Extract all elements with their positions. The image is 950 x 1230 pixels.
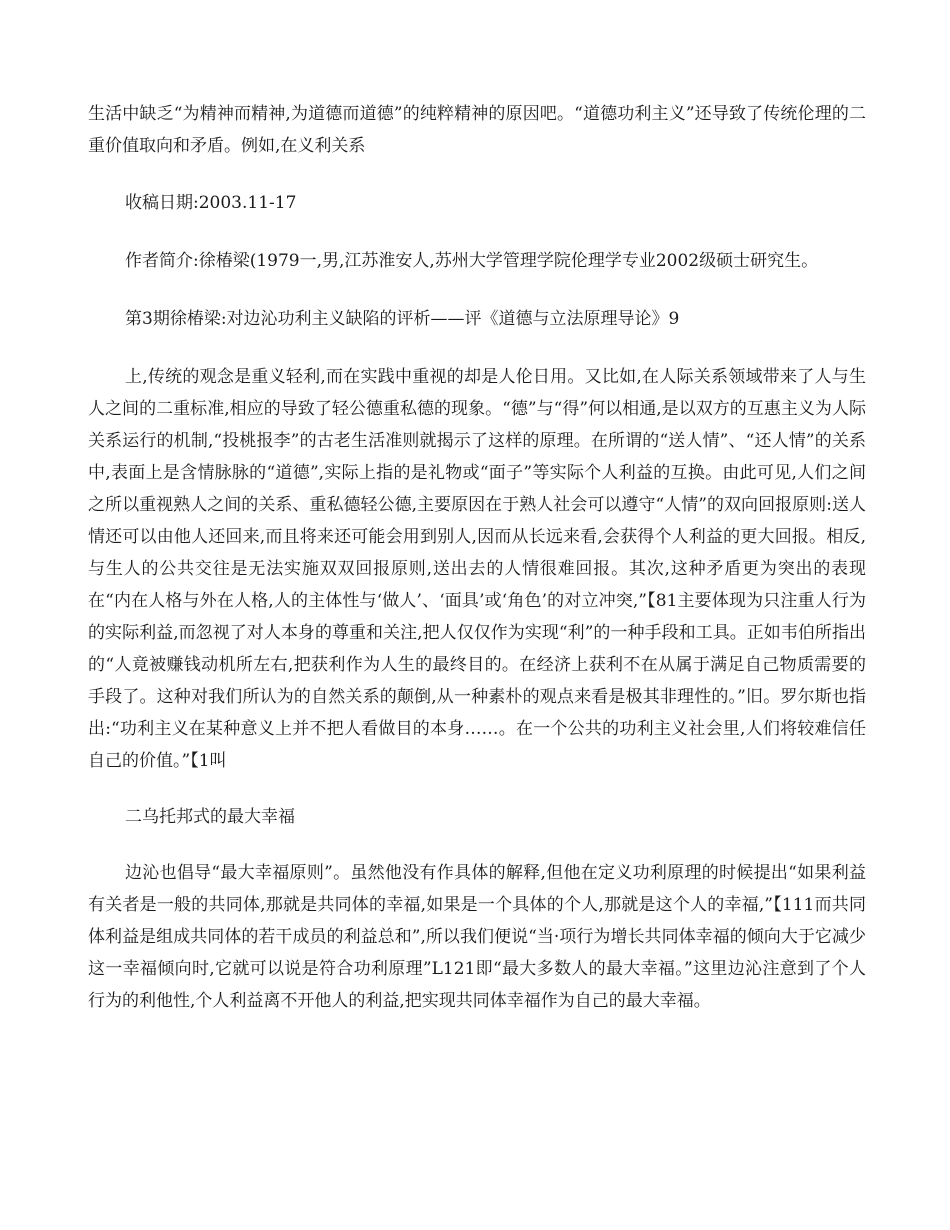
body-paragraph: 上,传统的观念是重义轻利,而在实践中重视的却是人伦日用。又比如,在人际关系领域带来了人与生人之间的二重标准,相应的导致了轻公德重私德的现象。“德”与“得”何以相通,是以双方的互惠主义为人际关系运行的机制,“投桃报李”的古老生活准则就揭示了这样的原理。在所谓的“送人情”、“还人情”的关系中,表面上是含情脉脉的“道德”,实际上指的是礼物或“面子”等实际个人利益的互换。由此可见,人们之间之所以重视熟人之间的关系、重私德轻公德,主要原因在于熟人社会可以遵守“人情”的双向回报原则:送人情还可以由他人还回来,而且将来还可能会用到别人,因而从长远来看,会获得个人利益的更大回报。相反,与生人的公共交往是无法实施双双回报原则,送出去的人情很难回报。其次,这种矛盾更为突出的表现在“内在人格与外在人格,人的主体性与‘做人’、‘面具’或‘角色’的对立冲突,”【81主要体现为只注重人行为的实际利益,而忽视了对人本身的尊重和关注,把人仅仅作为实现“利”的一种手段和工具。正如韦伯所指出的“人竟被赚钱动机所左右,把获利作为人生的最终目的。在经济上获利不在从属于满足自己物质需要的手段了。这种对我们所认为的自然关系的颠倒,从一种素朴的观点来看是极其非理性的。”旧。罗尔斯也指出:“功利主义在某种意义上并不把人看做目的本身……。在一个公共的功利主义社会里,人们将较难信任自己的价值。”【1叫	[88, 367, 866, 771]
running-header: 第3期徐椿梁:对边沁功利主义缺陷的评析——评《道德与立法原理导论》9	[125, 309, 680, 329]
document-page	[88, 98, 866, 1017]
section-heading: 二乌托邦式的最大幸福	[125, 807, 295, 827]
received-date: 收稿日期:2003.11-17	[125, 193, 297, 213]
section-paragraph: 边沁也倡导“最大幸福原则”。虽然他没有作具体的解释,但他在定义功利原理的时候提出“如果利益有关者是一般的共同体,那就是共同体的幸福,如果是一个具体的个人,那就是这个人的幸福,”【111而共同体利益是组成共同体的若干成员的利益总和”,所以我们便说“当·项行为增长共同体幸福的倾向大于它减少这一幸福倾向时,它就可以说是符合功利原理”L121即“最大多数人的最大幸福。”这里边沁注意到了个人行为的利他性,个人利益离不开他人的利益,把实现共同体幸福作为自己的最大幸福。	[88, 863, 866, 1011]
author-bio: 作者简介:徐椿梁(1979一,男,江苏淮安人,苏州大学管理学院伦理学专业2002级硕士研究生。	[125, 251, 819, 271]
intro-paragraph: 生活中缺乏“为精神而精神,为道德而道德”的纯粹精神的原因吧。“道德功利主义”还导致了传统伦理的二重价值取向和矛盾。例如,在义利关系	[88, 104, 866, 156]
